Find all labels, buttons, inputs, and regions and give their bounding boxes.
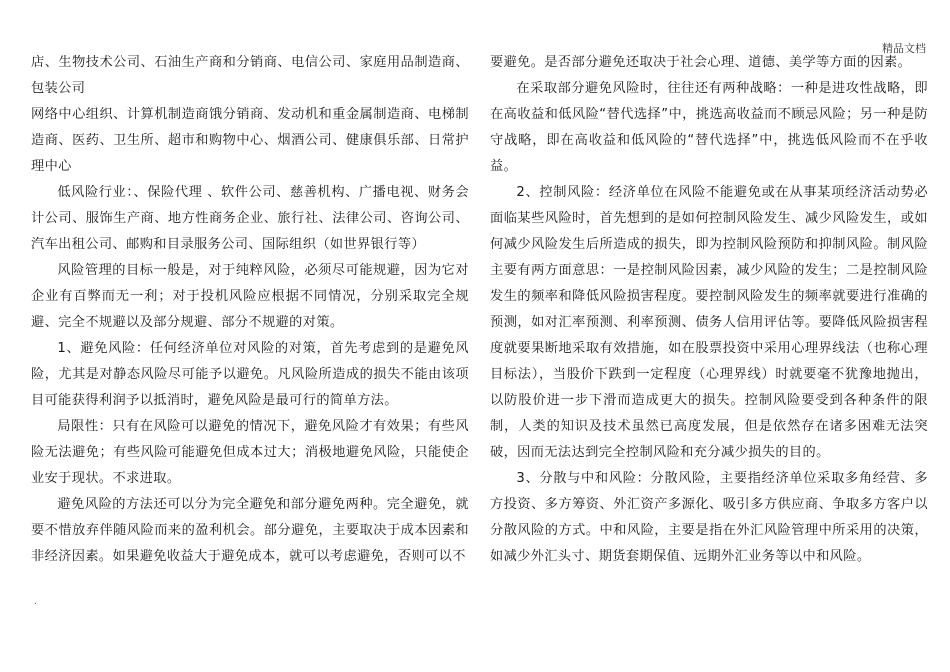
paragraph-medium-risk-industries: 网络中心组织、计算机制造商饿分销商、发动机和重金属制造商、电梯制造商、医药、卫生所、超市和购物中心、烟酒公司、健康俱乐部、日常护理中心: [31, 107, 469, 174]
right-column: [490, 50, 928, 570]
paragraph-high-risk-list-end: 店、生物技术公司、石油生产商和分销商、电信公司、家庭用品制造商、包装公司: [31, 55, 469, 96]
paragraph-avoidance-methods: 避免风险的方法还可以分为完全避免和部分避免两种。完全避免，就要不惜放弃伴随风险而来的盈利机会。部分避免，主要取决于成本因素和非经济因素。如果避免收益大于避免成本，就可以考虑避免，否则可以不: [31, 497, 469, 564]
left-column: [31, 50, 469, 570]
paragraph-low-risk-industries: 低风险行业：、保险代理 、软件公司、慈善机构、广播电视、财务会计公司、服饰生产商、地方性商务企业、旅行社、法律公司、咨询公司、汽车出租公司、邮购和目录服务公司、国际组织（如世界银行等）: [31, 185, 469, 252]
paragraph-two-strategies: 在采取部分避免风险时，往往还有两种战略：一种是进攻性战略，即在高收益和低风险“替代选择”中，挑选高收益而不顾忌风险；另一种是防守战略，即在高收益和低风险的“替代选择”中，挑选低风险而不在乎收益。: [490, 81, 928, 174]
footer-mark: .: [34, 597, 37, 607]
paragraph-control-risk: 2、控制风险：经济单位在风险不能避免或在从事某项经济活动势必面临某些风险时，首先想到的是如何控制风险发生、减少风险发生，或如何减少风险发生后所造成的损失，即为控制风险预防和抑制风险。制风险主要有两方面意思：一是控制风险因素，减少风险的发生；二是控制风险发生的频率和降低风险损害程度。要控制风险发生的频率就要进行准确的预测，如对汇率预测、利率预测、债务人信用评估等。要降低风险损害程度就要果断地采取有效措施，如在股票投资中采用心理界线法（也称心理目标法），当股价下跌到一定程度（心理界线）时就要毫不犹豫地抛出，以防股价进一步下滑而造成更大的损失。控制风险要受到各种条件的限制，人类的知识及技术虽然已高度发展，但是依然存在诸多困难无法突破，因而无法达到完全控制风险和充分减少损失的目的。: [490, 185, 928, 460]
paragraph-avoidance-continued: 要避免。是否部分避免还取决于社会心理、道德、美学等方面的因素。: [490, 55, 912, 70]
paragraph-avoid-risk: 1、避免风险：任何经济单位对风险的对策，首先考虑到的是避免风险，尤其是对静态风险尽可能予以避免。凡风险所造成的损失不能由该项目可能获得利润予以抵消时，避免风险是最可行的简单方法。: [31, 341, 469, 408]
header-watermark-text: 精品文档: [882, 42, 926, 55]
paragraph-limitations: 局限性：只有在风险可以避免的情况下，避免风险才有效果；有些风险无法避免；有些风险可能避免但成本过大；消极地避免风险，只能使企业安于现状。不求进取。: [31, 419, 469, 486]
paragraph-risk-management-goal: 风险管理的目标一般是，对于纯粹风险，必须尽可能规避，因为它对企业有百弊而无一利；对于投机风险应根据不同情况，分别采取完全规避、完全不规避以及部分规避、部分不规避的对策。: [31, 263, 469, 330]
paragraph-diversify-neutralize-risk: 3、分散与中和风险：分散风险，主要指经济单位采取多角经营、多方投资、多方筹资、外汇资产多源化、吸引多方供应商、争取多方客户以分散风险的方式。中和风险，主要是指在外汇风险管理中所采用的决策，如减少外汇头寸、期货套期保值、远期外汇业务等以中和风险。: [490, 471, 928, 564]
